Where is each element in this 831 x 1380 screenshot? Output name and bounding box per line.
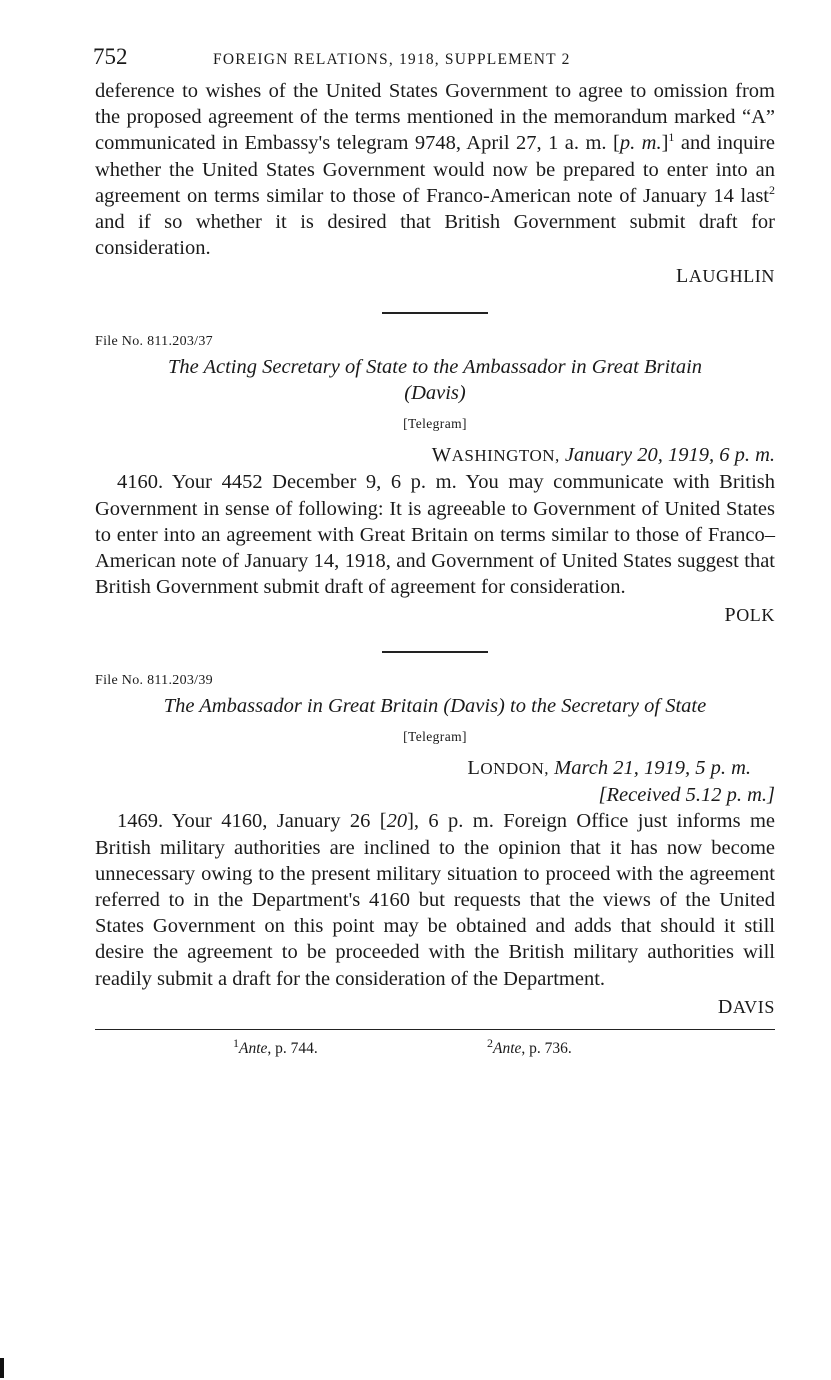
footnote: $^2$Ante, p. 736. bbox=[487, 1035, 572, 1057]
dateline: LONDON, March 21, 1919, 5 p. m. bbox=[467, 757, 751, 780]
document-kind: [Telegram] bbox=[403, 416, 467, 432]
file-number: File No. 811.203/39 bbox=[95, 673, 213, 689]
footnotes bbox=[95, 1035, 775, 1058]
telegram-body: 1469. Your 4160, January 26 [20], 6 p. m. Foreign Office just informs me British military authorities are inclined to the opinion that it has now become unnecessary owing to the present military situation to proceed with the agreement referred to in the Department's 4160 but requests that the views of the United States Government on this point may be obtained and adds that should it still desire the agreement to be proceeded with the British military authorities will readily submit a draft for the consideration of the Department. bbox=[95, 810, 775, 990]
document-kind: [Telegram] bbox=[403, 729, 467, 745]
signature-davis: DAVIS bbox=[717, 995, 775, 1018]
signature-polk: POLK bbox=[724, 604, 775, 627]
section-divider bbox=[382, 651, 488, 653]
section-divider bbox=[382, 312, 488, 314]
document-title: The Acting Secretary of State to the Ambassador in Great Britain (Davis) bbox=[167, 356, 703, 405]
file-number: File No. 811.203/37 bbox=[95, 334, 213, 350]
signature-laughlin: LAUGHLIN bbox=[675, 265, 775, 288]
received-time: [Received 5.12 p. m.] bbox=[598, 784, 775, 807]
scan-edge-mark bbox=[0, 1358, 4, 1378]
dateline: WASHINGTON, January 20, 1919, 6 p. m. bbox=[431, 444, 775, 467]
document-page bbox=[95, 44, 775, 1058]
footnote-rule bbox=[95, 1029, 775, 1030]
document-title: The Ambassador in Great Britain (Davis) to the Secretary of State bbox=[163, 695, 707, 718]
footnote-ref: 1 bbox=[668, 130, 675, 145]
telegram-body: 4160. Your 4452 December 9, 6 p. m. You may communicate with British Government in sense of following: It is agreeable to Government of United States to enter into an agreement with Great Britain on terms similar to those of Franco–American note of January 14, 1918, and Government of United States suggest that British Government submit draft of agreement for consideration. bbox=[95, 471, 775, 599]
page-header bbox=[95, 44, 775, 78]
page-number: 752 bbox=[93, 44, 128, 69]
footnote-ref: 2 bbox=[769, 182, 775, 197]
running-title: FOREIGN RELATIONS, 1918, SUPPLEMENT 2 bbox=[213, 51, 571, 68]
footnote: $^1$Ante, p. 744. bbox=[233, 1035, 318, 1057]
continued-paragraph: deference to wishes of the United States Government to agree to omission from the proposed agreement of the terms mentioned in the memorandum marked “A” communicated in Embassy's telegram 9748, April 27, 1 a. m. [p. m.]$^1$ and inquire whether the United States Government would now be prepared to enter into an agreement on terms similar to those of Franco-American note of January 14 last$^2$ and if so whether it is desired that British Government submit draft for consideration. bbox=[95, 80, 775, 260]
